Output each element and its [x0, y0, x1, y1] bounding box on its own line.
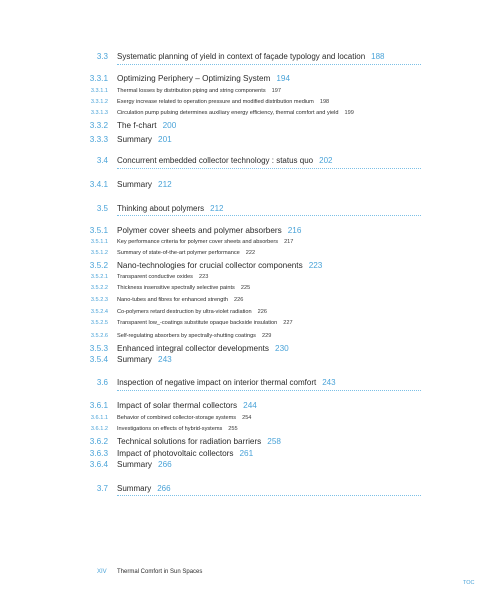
toc-entry-page: 222 [245, 250, 256, 256]
toc-entry-page: 202 [319, 156, 333, 165]
toc-entry-title [117, 355, 172, 364]
toc-entry-title-text: Thinking about polymers [117, 204, 205, 213]
toc-entry-number: 3.5.2.6 [90, 333, 108, 339]
toc-entry-title [117, 309, 267, 315]
toc-entry-title-text: Summary [117, 135, 153, 144]
toc-entry-page: 197 [271, 88, 281, 94]
toc-entry-title-text: Circulation pump pulsing determines auxiliary energy efficiency, thermal comfort and yield [117, 110, 339, 116]
section-divider [117, 64, 421, 65]
toc-entry-title [117, 226, 301, 235]
toc-entry-title [117, 88, 281, 94]
toc-entry-title-text: Exergy increase related to operation pressure and modified distribution medium [117, 99, 314, 105]
toc-entry-number: 3.5 [96, 204, 108, 213]
toc-entry-page: 225 [240, 285, 251, 291]
toc-entry-page: 266 [158, 460, 172, 469]
toc-entry-page: 212 [158, 180, 172, 189]
toc-entry-page: 199 [344, 110, 354, 116]
toc-entry-number: 3.5.4 [89, 355, 108, 364]
toc-entry-number: 3.5.2.5 [90, 320, 108, 326]
toc-entry-title [117, 320, 293, 326]
toc-entry-title [117, 204, 224, 213]
toc-entry-number: 3.5.2.4 [90, 309, 108, 315]
toc-entry-page: 243 [322, 378, 336, 387]
toc-entry-title-text: Transparent low_-coatings substitute opaque backside insulation [117, 320, 278, 326]
footer-page-number: XIV [97, 569, 107, 575]
toc-entry-number: 3.5.2.1 [90, 274, 108, 280]
toc-entry-number: 3.5.2.3 [90, 297, 108, 303]
toc-entry-page: 261 [239, 449, 254, 458]
toc-entry-title [117, 460, 172, 469]
toc-entry-number: 3.3.1 [89, 74, 108, 83]
toc-entry-page: 200 [162, 121, 177, 130]
toc-entry-number: 3.3.1.1 [90, 88, 108, 94]
toc-entry-title-text: Summary [117, 355, 153, 364]
section-divider [117, 168, 421, 169]
toc-entry-page: 254 [242, 415, 252, 421]
toc-entry-title-text: The f-chart [117, 121, 157, 130]
toc-entry-page: 244 [243, 401, 257, 410]
toc-link[interactable]: TOC [463, 580, 475, 586]
toc-entry-number: 3.6.1.1 [90, 415, 108, 421]
toc-entry-title-text: Summary of state-of-the-art polymer performance [117, 250, 240, 256]
toc-entry-title-text: Optimizing Periphery – Optimizing System [117, 74, 271, 83]
toc-entry-title-text: Polymer cover sheets and polymer absorbers [117, 226, 282, 235]
toc-entry-page: 230 [275, 344, 289, 353]
toc-entry-number: 3.6 [96, 378, 108, 387]
toc-entry-number: 3.5.1.2 [90, 250, 108, 256]
toc-entry-title [117, 415, 251, 421]
toc-entry-title-text: Technical solutions for radiation barriers [117, 437, 262, 446]
toc-entry-page: 212 [210, 204, 224, 213]
toc-entry-title-text: Co-polymers retard destruction by ultra-violet radiation [117, 309, 252, 315]
toc-entry-number: 3.4 [96, 156, 108, 165]
toc-entry-title-text: Nano-technologies for crucial collector components [117, 261, 303, 270]
footer-book-title: Thermal Comfort in Sun Spaces [117, 569, 203, 575]
toc-entry-number: 3.6.3 [89, 449, 108, 458]
toc-entry-title-text: Thermal losses by distribution piping and string components [117, 88, 266, 94]
toc-entry-title [117, 110, 354, 116]
toc-entry-title [117, 378, 336, 387]
toc-entry-page: 258 [267, 437, 281, 446]
toc-entry-number: 3.6.4 [89, 460, 108, 469]
toc-entry-title-text: Nano-tubes and fibres for enhanced strength [117, 297, 229, 303]
toc-entry-title [117, 239, 293, 245]
toc-entry-title [117, 401, 257, 410]
toc-entry-number: 3.5.2.2 [90, 285, 108, 291]
toc-entry-page: 226 [234, 297, 244, 303]
toc-entry-number: 3.6.2 [89, 437, 108, 446]
toc-entry-page: 223 [198, 274, 209, 280]
toc-entry-number: 3.3.1.2 [90, 99, 108, 105]
toc-entry-title-text: Impact of solar thermal collectors [117, 401, 238, 410]
toc-entry-number: 3.4.1 [89, 180, 108, 189]
toc-entry-title-text: Self-regulating absorbers by spectrally-shutting coatings [117, 333, 256, 339]
toc-entry-page: 226 [257, 309, 267, 315]
toc-entry-title [117, 74, 290, 83]
toc-entry-title [117, 484, 171, 493]
toc-entry-number: 3.3 [96, 52, 108, 61]
toc-entry-title-text: Summary [117, 180, 153, 189]
toc-entry-number: 3.6.1 [89, 401, 108, 410]
toc-entry-title [117, 250, 255, 256]
toc-entry-number: 3.6.1.2 [90, 426, 108, 432]
toc-entry-title-text: Behavior of combined collector-storage systems [117, 415, 237, 421]
toc-entry-page: 229 [261, 333, 272, 339]
toc-entry-number: 3.5.1 [89, 226, 108, 235]
toc-entry-number: 3.5.1.1 [90, 239, 108, 245]
toc-entry-title-text: Key performance criteria for polymer cover sheets and absorbers [117, 239, 279, 245]
toc-entry-page: 216 [287, 226, 302, 235]
toc-entry-number: 3.3.3 [89, 135, 108, 144]
toc-entry-title [117, 135, 172, 144]
toc-entry-title [117, 344, 289, 353]
toc-entry-title-text: Summary [117, 460, 153, 469]
toc-entry-title-text: Impact of photovoltaic collectors [117, 449, 234, 458]
toc-entry-title-text: Thickness insensitive spectrally selective paints [117, 285, 235, 291]
toc-entry-title [117, 99, 329, 105]
toc-entry-page: 198 [319, 99, 330, 105]
toc-entry-title-text: Investigations on effects of hybrid-systems [117, 426, 223, 432]
toc-entry-title-text: Transparent conductive oxides [117, 274, 193, 280]
section-divider [117, 390, 421, 391]
toc-entry-page: 255 [228, 426, 238, 432]
toc-entry-title [117, 437, 281, 446]
toc-entry-title [117, 180, 172, 189]
toc-entry-number: 3.5.2 [89, 261, 108, 270]
toc-entry-title [117, 297, 243, 303]
toc-entry-number: 3.3.2 [89, 121, 108, 130]
toc-entry-page: 227 [283, 320, 293, 326]
toc-entry-title [117, 449, 253, 458]
toc-entry-title [117, 52, 385, 61]
section-divider [117, 215, 421, 216]
section-divider [117, 495, 421, 496]
toc-entry-title [117, 121, 176, 130]
toc-entry-title [117, 333, 271, 339]
toc-entry-page: 266 [157, 484, 171, 493]
toc-entry-number: 3.5.3 [89, 344, 108, 353]
toc-entry-title [117, 285, 250, 291]
toc-entry-title-text: Inspection of negative impact on interior thermal comfort [117, 378, 317, 387]
toc-entry-page: 201 [158, 135, 172, 144]
toc-entry-page: 194 [276, 74, 291, 83]
toc-entry-title [117, 274, 208, 280]
toc-entry-page: 223 [308, 261, 323, 270]
toc-entry-page: 243 [158, 355, 172, 364]
toc-entry-title-text: Systematic planning of yield in context of façade typology and location [117, 52, 366, 61]
toc-entry-title-text: Concurrent embedded collector technology : status quo [117, 156, 314, 165]
toc-entry-title-text: Enhanced integral collector developments [117, 344, 270, 353]
toc-entry-title [117, 426, 238, 432]
toc-entry-page: 217 [284, 239, 294, 245]
toc-entry-number: 3.7 [96, 484, 108, 493]
toc-entry-title [117, 261, 322, 270]
toc-entry-title-text: Summary [117, 484, 152, 493]
toc-entry-number: 3.3.1.3 [90, 110, 108, 116]
toc-entry-page: 188 [371, 52, 385, 61]
toc-entry-title [117, 156, 332, 165]
